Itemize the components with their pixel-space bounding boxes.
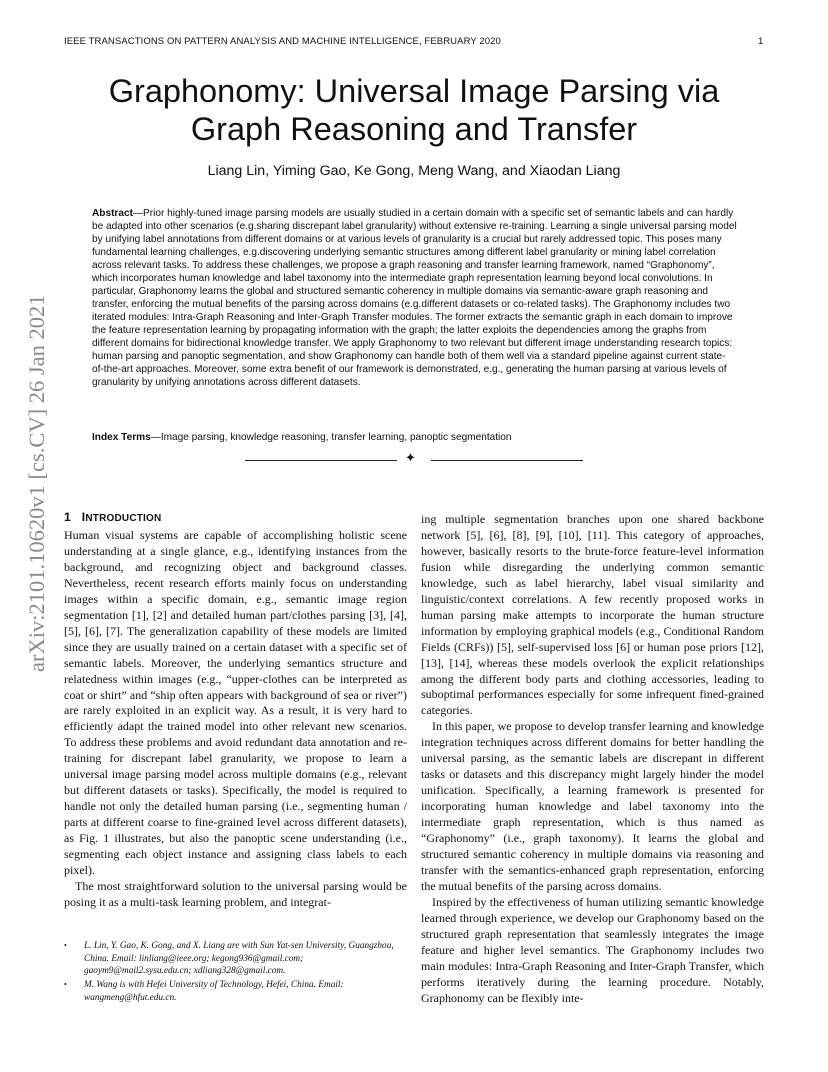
author-list: Liang Lin, Yiming Gao, Ke Gong, Meng Wang, and Xiaodan Liang — [207, 163, 621, 179]
footnote-bullet-icon: • — [64, 941, 67, 950]
left-paragraph-2: The most straightforward solution to the universal parsing would be posing it as a multi-task learning problem, and integrat- — [64, 878, 407, 909]
footnote-affiliation-2 — [64, 979, 407, 1004]
title-line-2: Graph Reasoning and Transfer — [190, 111, 638, 147]
left-paragraph-1: Human visual systems are capable of accomplishing holistic scene understanding at a single glance, e.g., identifying instances from the background, and recognizing object and background classes. Nevertheless, recent research efforts mainly focus on understanding images within a specific domain, e.g., semantic image region segmentation [1], [2] and detailed human part/clothes parsing [3], [4], [5], [6], [7]. The generalization capability of these models are limited since they are usually trained on a certain dataset with a specific set of semantic labels. Moreover, the underlying semantics structure and relatedness within images (e.g., “upper-clothes can be interpreted as coat or shirt” and “ship often appears with background of sea or river”) are rarely exploited in an explicit way. As a result, it is very hard to efficiently adapt the trained model into other relevant new scenarios. To address these problems and avoid redundant data annotation and re-training for discrepant label granularity, we propose to learn a universal image parsing model across multiple domains (e.g., relevant but different datasets or tasks). Specifically, the model is required to handle not only the detailed human parsing (i.e., segmenting human / parts at different coarse to fine-grained level across different datasets), as Fig. 1 illustrates, but also the panoptic scene understanding (i.e., segmenting each object instance and assigning class labels to each pixel). — [64, 528, 407, 878]
separator-diamond-icon: ✦ — [405, 450, 416, 465]
arxiv-stamp: arXiv:2101.10620v1 [cs.CV] 26 Jan 2021 — [24, 294, 49, 672]
right-paragraph-3: Inspired by the effectiveness of human utilizing semantic knowledge learned through experience, we develop our Graphonomy based on the structured graph representation that seamlessly integrates the image feature and higher level semantics. The Graphonomy includes two main modules: Intra-Graph Reasoning and Inter-Graph Transfer, which performs iteratively during the learning procedure. Notably, Graphonomy can be flexibly inte- — [421, 894, 764, 1005]
section-number: 1 — [64, 510, 71, 524]
left-column — [64, 528, 407, 911]
right-paragraph-1: ing multiple segmentation branches upon one shared backbone network [5], [6], [8], [9], [10], [11]. This category of approaches, however, basically resorts to the brute-force feature-level information fusion while disregarding the underlying common semantic knowledge, such as label hierarchy, label visual similarity and linguistic/context correlations. A few recently proposed works in human parsing make attempts to incorporate the human structure information by employing graphical models (e.g., Conditional Random Fields (CRFs)) [5], self-supervised loss [6] or human pose priors [12], [13], [14], whereas these models overlook the explicit relationships among the different body parts and clothing accessories, leading to suboptimal performances especially for some infrequent fined-grained categories. — [421, 512, 764, 718]
right-paragraph-2: In this paper, we propose to develop transfer learning and knowledge integration techniques across different domains for better handling the universal parsing, as the semantic labels are discrepant in different tasks or datasets and this discrepancy might largely hinder the model unification. Specifically, a learning framework is presented for incorporating human knowledge and label taxonomy into the intermediate graph representation, which is thus named as “Graphonomy” (i.e., graph taxonomy). It learns the global and structured semantic coherency in multiple domains via reasoning and transfer with the semantics-enhanced graph representation, enforcing the mutual benefits of the parsing across domains. — [421, 719, 764, 893]
section-title-rest: NTRODUCTION — [85, 513, 162, 524]
footnote-bullet-icon: • — [64, 980, 67, 989]
section-heading — [64, 510, 161, 524]
footnote-text-2: M. Wang is with Hefei University of Technology, Hefei, China. Email: wangmeng@hfut.edu.cn. — [84, 980, 344, 1003]
abstract-text: —Prior highly-tuned image parsing models are usually studied in a certain domain with a specific set of semantic labels and can hardly be adapted into other scenarios (e.g.sharing discrepant label granularity) without extensive re-training. Learning a single universal parsing model by unifying label annotations from different domains or at various levels of granularity is a crucial but rarely addressed topic. This poses many fundamental learning challenges, e.g.discovering underlying semantic structures among different label granularity or mining label correlation across relevant tasks. To address these challenges, we propose a graph reasoning and transfer learning framework, named “Graphonomy”, which incorporates human knowledge and label taxonomy into the intermediate graph representation learning beyond local convolutions. In particular, Graphonomy learns the global and structured semantic coherency in multiple domains via semantic-aware graph reasoning and transfer, enforcing the mutual benefits of the parsing across domains (e.g.different datasets or co-related tasks). The Graphonomy includes two iterated modules: Intra-Graph Reasoning and Inter-Graph Transfer modules. The former extracts the semantic graph in each domain to improve the feature representation learning by propagating information with the graph; the latter exploits the dependencies among the graphs from different domains for bidirectional knowledge transfer. We apply Graphonomy to two relevant but different image understanding research topics: human parsing and panoptic segmentation, and show Graphonomy can handle both of them well via a standard pipeline against current state-of-the-art approaches. Moreover, some extra benefit of our framework is demonstrated, e.g., generating the human parsing at various levels of granularity by unifying annotations across different datasets. — [92, 208, 737, 389]
separator-rule-right — [431, 460, 583, 461]
index-terms-text: —Image parsing, knowledge reasoning, transfer learning, panoptic segmentation — [150, 432, 512, 443]
footnote-text-1: L. Lin, Y. Gao, K. Gong, and X. Liang are with Sun Yat-sen University, Guangzhou, China. Email: linliang@ieee.org; kegong936@gmail.com; gaoym9@mail2.sysu.edu.cn; xdliang328@gmail.com. — [84, 941, 394, 977]
abstract — [92, 207, 737, 389]
footnote-affiliation-1 — [64, 940, 407, 978]
section-title-initial: I — [81, 510, 86, 524]
running-head: IEEE TRANSACTIONS ON PATTERN ANALYSIS AND MACHINE INTELLIGENCE, FEBRUARY 2020 — [64, 36, 501, 47]
paper-title — [64, 72, 764, 148]
index-terms — [92, 432, 737, 443]
index-terms-label: Index Terms — [92, 432, 151, 443]
right-column — [421, 512, 764, 1007]
page-number: 1 — [758, 36, 764, 47]
abstract-label: Abstract — [92, 208, 133, 219]
separator-rule-left — [245, 460, 397, 461]
title-line-1: Graphonomy: Universal Image Parsing via — [108, 73, 720, 109]
